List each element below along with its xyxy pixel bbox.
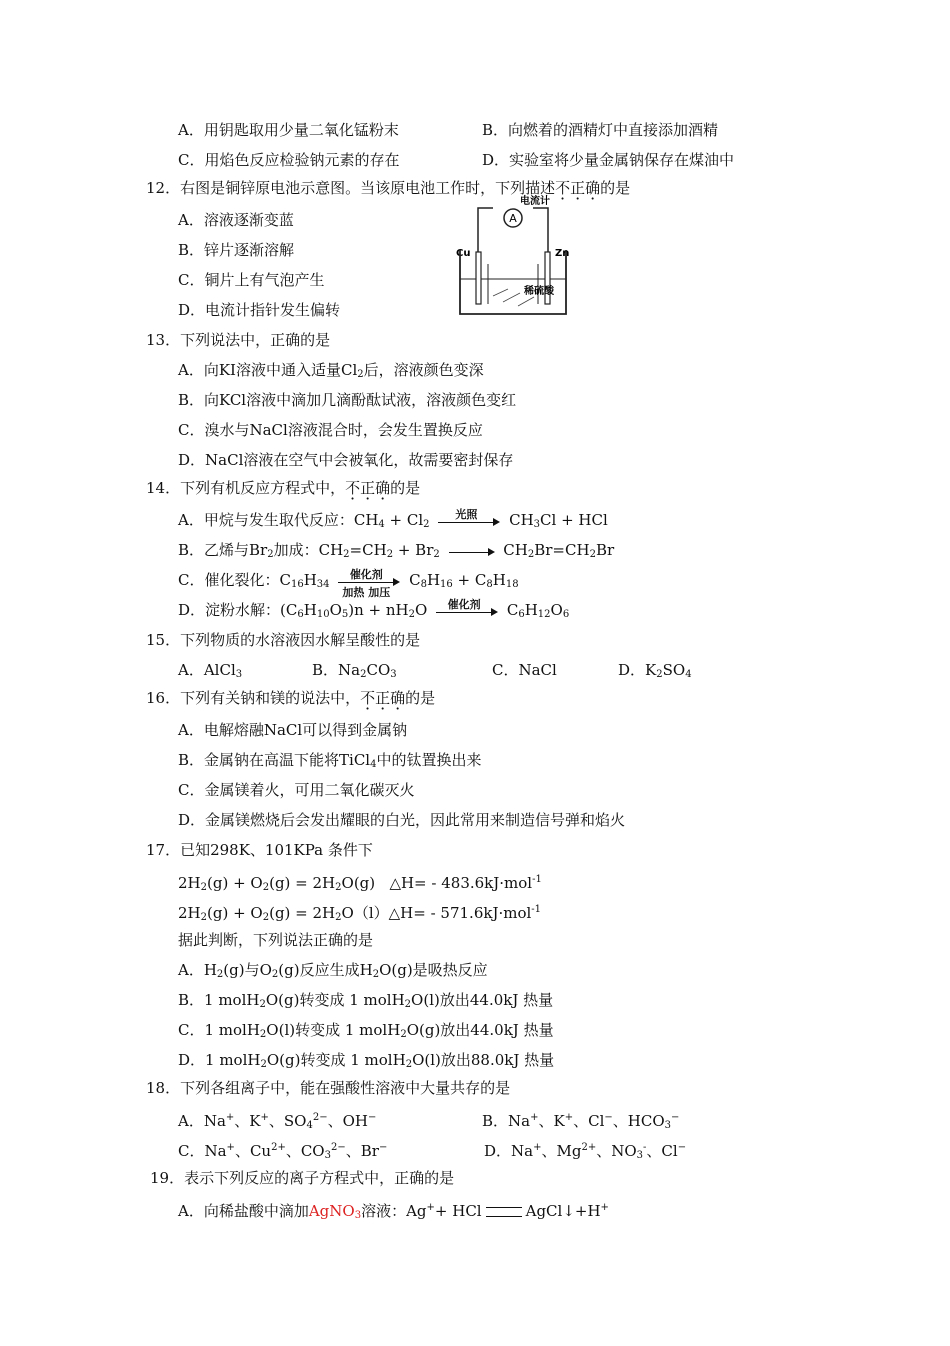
q17-equation-1: $2H_2(g) + O_2(g) = 2H_2O(g)$ △H= - 483.6kJ·mol$^{-1}$ bbox=[178, 874, 542, 893]
q11-option-d: D．实验室将少量金属钠保存在煤油中 bbox=[482, 151, 735, 169]
q17-option-d: D．1 molH$_2$O(g)转变成 1 molH$_2$O(l)放出88.0kJ 热量 bbox=[178, 1051, 555, 1070]
ammeter-symbol: A bbox=[509, 212, 517, 225]
q17-option-b: B．1 molH$_2$O(g)转变成 1 molH$_2$O(l)放出44.0kJ 热量 bbox=[178, 991, 554, 1010]
q18-stem: 18．下列各组离子中，能在强酸性溶液中大量共存的是 bbox=[146, 1079, 511, 1097]
solution-label: 稀硫酸 bbox=[524, 286, 554, 297]
q18-option-c: C．Na+、$Cu^{2+}$、$CO_3^{2-}$、Br− bbox=[178, 1142, 388, 1161]
q14-stem: 14．下列有机反应方程式中，不正确的是 bbox=[146, 479, 421, 497]
equals-sign-icon bbox=[486, 1207, 522, 1217]
q18-option-a: A．Na+、K+、$SO_4^{2-}$、OH− bbox=[178, 1112, 377, 1131]
q14-option-b: B．乙烯与$Br_2$加成：$CH_2=CH_2 + Br_2$ $CH_2Br=CH_2Br$ bbox=[178, 541, 615, 560]
q14-option-d: D．淀粉水解：$(C_6H_{10}O_5)n + nH_2O$ 催化剂 $C_6H_{12}O_6$ bbox=[178, 598, 570, 620]
q15-stem: 15．下列物质的水溶液因水解呈酸性的是 bbox=[146, 631, 421, 649]
q13-option-c: C．溴水与NaCl溶液混合时，会发生置换反应 bbox=[178, 421, 483, 439]
q13-option-d: D．NaCl溶液在空气中会被氧化，故需要密封保存 bbox=[178, 451, 514, 469]
q17-stem: 17．已知298K、101KPa 条件下 bbox=[146, 841, 373, 859]
galvanic-cell-figure bbox=[448, 194, 578, 318]
q14-option-c: C．催化裂化：$C_{16}H_{34}$ 催化剂 加热 加压 $C_8H_{16} + C_8H_{18}$ bbox=[178, 568, 519, 599]
q15-option-a: A．AlCl$_3$ bbox=[178, 661, 243, 680]
q13-option-a: A．向KI溶液中通入适量$Cl_2$后，溶液颜色变深 bbox=[178, 361, 484, 380]
cu-label: Cu bbox=[456, 248, 471, 259]
q18-option-b: B．Na+、K+、Cl−、$HCO_3^-$ bbox=[482, 1112, 680, 1131]
reaction-arrow-icon: 催化剂 bbox=[436, 601, 498, 621]
q17-judge: 据此判断，下列说法正确的是 bbox=[178, 931, 374, 949]
meter-label: 电流计 bbox=[520, 196, 550, 207]
q16-stem: 16．下列有关钠和镁的说法中，不正确的是 bbox=[146, 689, 436, 707]
reaction-arrow-icon: 催化剂 加热 加压 bbox=[338, 571, 400, 591]
q11-option-a: A．用钥匙取用少量二氧化锰粉末 bbox=[178, 121, 399, 139]
q12-option-a: A．溶液逐渐变蓝 bbox=[178, 211, 294, 229]
q17-option-a: A．$H_2(g)$与$O_2(g)$反应生成$H_2O(g)$是吸热反应 bbox=[178, 961, 488, 980]
q11-option-b: B．向燃着的酒精灯中直接添加酒精 bbox=[482, 121, 719, 139]
q13-stem: 13．下列说法中，正确的是 bbox=[146, 331, 331, 349]
q16-option-d: D．金属镁燃烧后会发出耀眼的白光，因此常用来制造信号弹和焰火 bbox=[178, 811, 626, 829]
q11-option-c: C．用焰色反应检验钠元素的存在 bbox=[178, 151, 400, 169]
q12-option-c: C．铜片上有气泡产生 bbox=[178, 271, 325, 289]
q17-option-c: C．1 molH$_2$O(l)转变成 1 molH$_2$O(g)放出44.0kJ 热量 bbox=[178, 1021, 554, 1040]
q17-equation-2: $2H_2(g) + O_2(g)$ = $2H_2O(l)\triangle H= - 571.6kJ\cdot mol^{-1}$ bbox=[178, 904, 542, 923]
q13-option-b: B．向KCl溶液中滴加几滴酚酞试液，溶液颜色变红 bbox=[178, 391, 517, 409]
q14-option-a: A．甲烷与发生取代反应：$CH_4 + Cl_2$ 光照 $CH_3Cl$ + HCl bbox=[178, 508, 608, 530]
q12-stem: 12．右图是铜锌原电池示意图。当该原电池工作时，下列描述不正确的是 bbox=[146, 179, 631, 197]
reaction-arrow-icon: 光照 bbox=[438, 511, 500, 531]
q16-option-b: B．金属钠在高温下能将TiCl$_4$中的钛置换出来 bbox=[178, 751, 482, 770]
q12-option-b: B．锌片逐渐溶解 bbox=[178, 241, 295, 259]
q15-option-b: B．$Na_2CO_3$ bbox=[312, 661, 397, 680]
q15-option-c: C．NaCl bbox=[492, 661, 557, 679]
q19-stem: 19．表示下列反应的离子方程式中，正确的是 bbox=[150, 1169, 455, 1187]
q16-option-c: C．金属镁着火，可用二氧化碳灭火 bbox=[178, 781, 415, 799]
q18-option-d: D．Na+、$Mg^{2+}$、$NO_3^-$、Cl− bbox=[484, 1142, 687, 1161]
q16-option-a: A．电解熔融NaCl可以得到金属钠 bbox=[178, 721, 408, 739]
q12-option-d: D．电流计指针发生偏转 bbox=[178, 301, 341, 319]
q15-option-d: D．$K_2SO_4$ bbox=[618, 661, 692, 680]
q19-option-a: A．向稀盐酸中滴加AgNO$_3$溶液：Ag++ HCl AgCl↓+H+ bbox=[178, 1202, 609, 1221]
reaction-arrow-icon bbox=[449, 541, 495, 561]
zn-label: Zn bbox=[555, 248, 570, 259]
